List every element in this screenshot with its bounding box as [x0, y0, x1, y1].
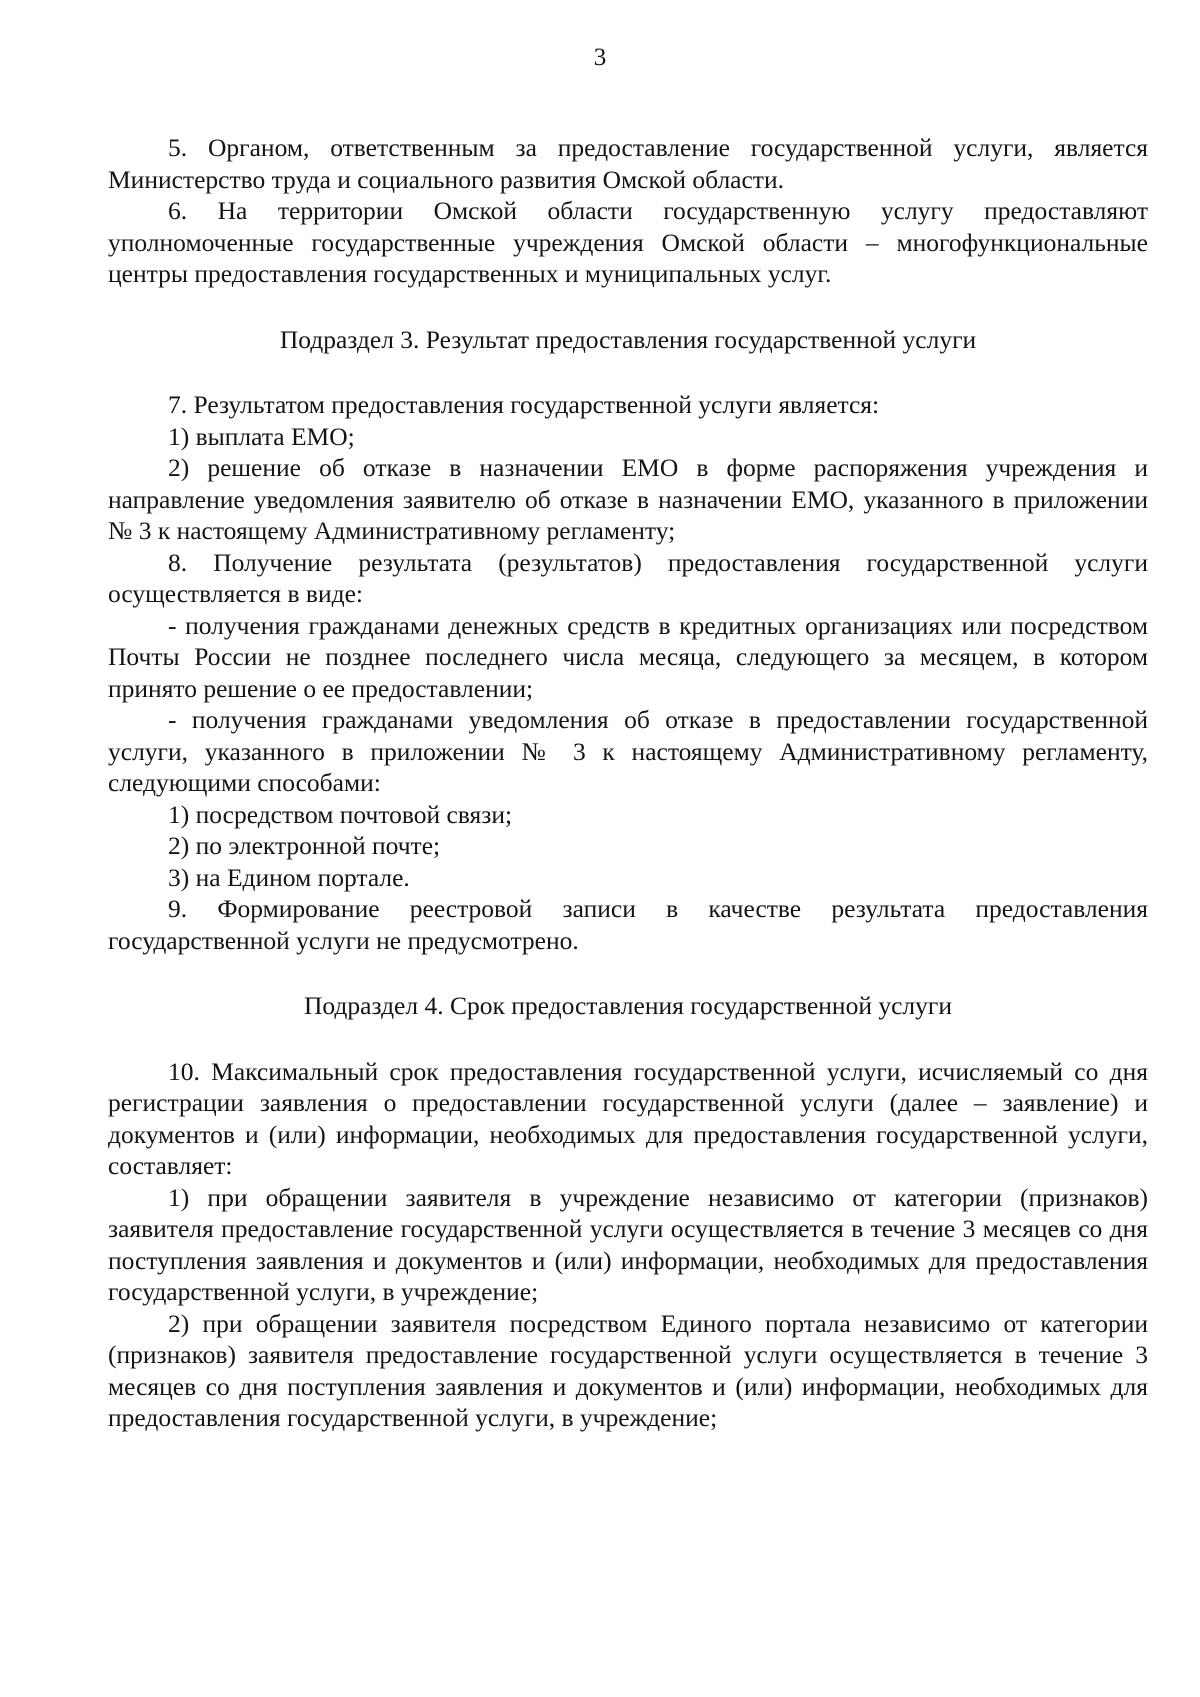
paragraph-7-item-2: 2) решение об отказе в назначении ЕМО в форме распоряжения учреждения и направление уведомления заявителю об отказе в назначении ЕМО, указанного в приложении № 3 к настоящему Административному регламенту;: [108, 453, 1148, 545]
paragraph-5: 5. Органом, ответственным за предоставление государственной услуги, является Министерство труда и социального развития Омской области.: [108, 133, 1148, 194]
paragraph-8-item-3: 3) на Едином портале.: [168, 862, 410, 892]
subsection-4-heading: Подраздел 4. Срок предоставления государственной услуги: [304, 991, 952, 1020]
paragraph-9: 9. Формирование реестровой записи в качестве результата предоставления государственной услуги не предусмотрено.: [108, 894, 1148, 955]
paragraph-8-dash-1: - получения гражданами денежных средств в кредитных организациях или посредством Почты России не позднее последнего числа месяца, следующего за месяцем, в котором принято решение о ее предоставлении;: [108, 610, 1148, 703]
paragraph-6: 6. На территории Омской области государственную услугу предоставляют уполномоченные государственные учреждения Омской области – многофункциональные центры предоставления государственных и муниципальных услуг.: [108, 196, 1148, 288]
paragraph-8: 8. Получение результата (результатов) предоставления государственной услуги осуществляется в виде:: [108, 547, 1148, 608]
paragraph-8-dash-2: - получения гражданами уведомления об отказе в предоставлении государственной услуги, указанного в приложении № 3 к настоящему Административному регламенту, следующими способами:: [108, 705, 1148, 797]
page-number: 3: [593, 44, 607, 71]
document-body: [108, 132, 1148, 1434]
paragraph-10: 10. Максимальный срок предоставления государственной услуги, исчисляемый со дня регистрации заявления о предоставлении государственной услуги (далее – заявление) и документов и (или) информации, необходимых для предоставления государственной услуги, составляет:: [108, 1056, 1148, 1180]
paragraph-8-item-1: 1) посредством почтовой связи;: [168, 799, 513, 829]
paragraph-7: 7. Результатом предоставления государственной услуги является:: [168, 390, 880, 419]
paragraph-8-item-2: 2) по электронной почте;: [168, 831, 441, 860]
paragraph-10-item-2: 2) при обращении заявителя посредством Единого портала независимо от категории (признаков) заявителя предоставление государственной услуги осуществляется в течение 3 месяцев со дня поступления заявления и документов и (или) информации, необходимых для предоставления государственной услуги, в учреждение;: [108, 1308, 1148, 1432]
paragraph-10-item-1: 1) при обращении заявителя в учреждение независимо от категории (признаков) заявителя предоставление государственной услуги осуществляется в течение 3 месяцев со дня поступления заявления и документов и (или) информации, необходимых для предоставления государственной услуги, в учреждение;: [108, 1182, 1148, 1306]
subsection-3-heading: Подраздел 3. Результат предоставления государственной услуги: [279, 324, 977, 354]
paragraph-7-item-1: 1) выплата ЕМО;: [168, 421, 355, 451]
